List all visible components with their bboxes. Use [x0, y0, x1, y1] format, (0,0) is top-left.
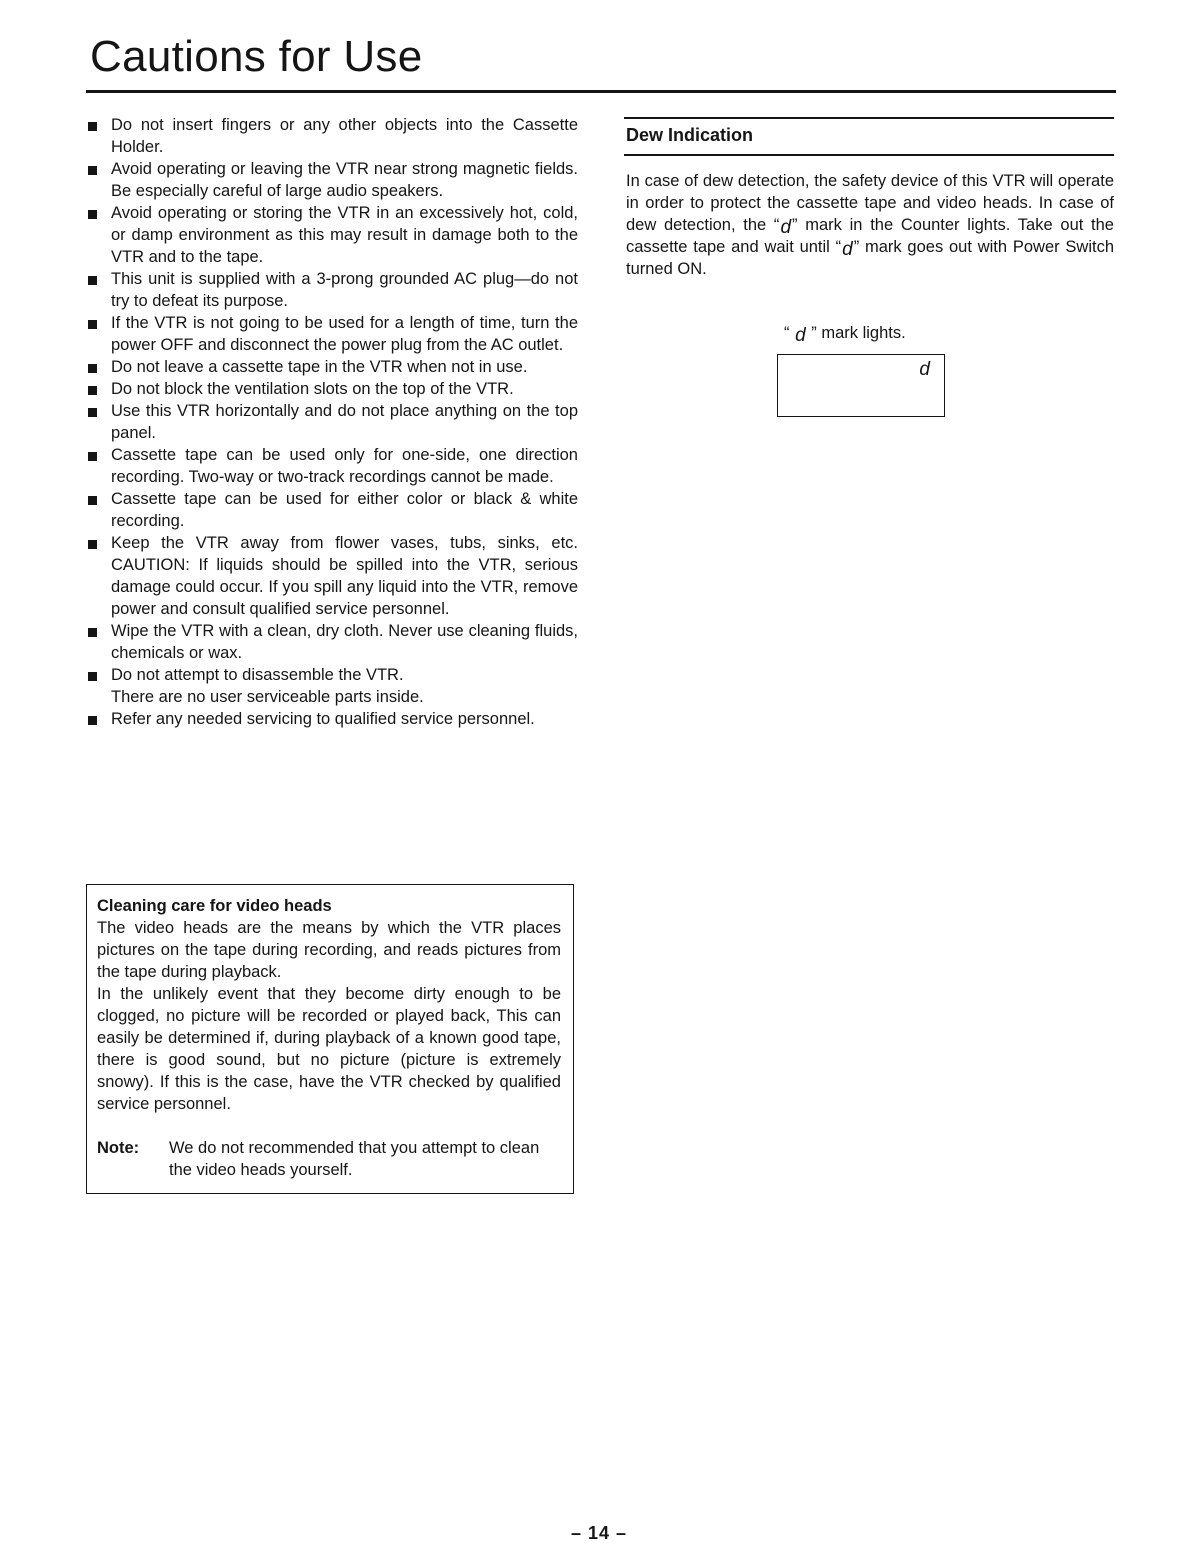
caution-item [86, 202, 578, 268]
dew-text: ” mark goes out with Power Switch turned ON. [626, 238, 1114, 278]
caution-text: Do not leave a cassette tape in the VTR when not in use. [111, 358, 528, 376]
caution-text: Keep the VTR away from flower vases, tubs, sinks, etc. CAUTION: If liquids should be spilled into the VTR, serious damage could occur. If you spill any liquid into the VTR, remove power and consult qualified service personnel. [111, 534, 578, 618]
caution-item [86, 312, 578, 356]
dew-mark-icon: d [842, 239, 853, 260]
caution-item [86, 532, 578, 620]
cleaning-title: Cleaning care for video heads [97, 897, 332, 915]
caution-text: Avoid operating or storing the VTR in an excessively hot, cold, or damp environment as this may result in damage both to the VTR and to the tape. [111, 204, 578, 266]
caution-item [86, 664, 578, 708]
counter-dew-mark-icon: d [919, 359, 930, 380]
caution-text: This unit is supplied with a 3-prong grounded AC plug—do not try to defeat its purpose. [111, 270, 578, 310]
dew-text: ” mark in the Counter lights. Take out the cassette tape and wait until “ [626, 216, 1114, 256]
caution-item [86, 356, 578, 378]
dew-caption-open: “ [784, 324, 790, 342]
caution-text: Refer any needed servicing to qualified service personnel. [111, 710, 535, 728]
caution-item [86, 400, 578, 444]
title-rule [86, 90, 1116, 93]
dew-mark-icon: d [795, 325, 806, 346]
caution-item [86, 268, 578, 312]
note [97, 1137, 561, 1181]
note-label: Note: [97, 1139, 140, 1157]
caution-item [86, 708, 578, 730]
caution-text: Use this VTR horizontally and do not place anything on the top panel. [111, 402, 578, 442]
counter-display [777, 354, 945, 417]
caution-item [86, 114, 578, 158]
dew-title: Dew Indication [626, 125, 754, 145]
caution-text: Wipe the VTR with a clean, dry cloth. Never use cleaning fluids, chemicals or wax. [111, 622, 578, 662]
dew-rule-bottom [624, 154, 1114, 156]
cautions-list [86, 114, 578, 730]
caution-text: If the VTR is not going to be used for a length of time, turn the power OFF and disconnect the power plug from the AC outlet. [111, 314, 578, 354]
caution-text: Cassette tape can be used for either color or black & white recording. [111, 490, 578, 530]
caution-text: Avoid operating or leaving the VTR near strong magnetic fields. Be especially careful of large audio speakers. [111, 160, 578, 200]
note-text: We do not recommended that you attempt to clean the video heads yourself. [169, 1139, 540, 1179]
caution-item [86, 444, 578, 488]
dew-mark-icon: d [780, 217, 792, 238]
caution-item [86, 378, 578, 400]
caution-text: Do not block the ventilation slots on the top of the VTR. [111, 380, 514, 398]
dew-caption [784, 322, 906, 344]
caution-item [86, 620, 578, 664]
cleaning-paragraph: In the unlikely event that they become dirty enough to be clogged, no picture will be recorded or played back, This can easily be determined if, during playback of a known good tape, there is good sound, but no picture (picture is extremely snowy). If this is the case, have the VTR checked by qualified service personnel. [97, 985, 561, 1113]
dew-caption-text: ” mark lights. [811, 324, 906, 342]
dew-rule-top [624, 117, 1114, 119]
caution-text: Do not attempt to disassemble the VTR. [111, 666, 404, 684]
cleaning-paragraph: The video heads are the means by which the VTR places pictures on the tape during recording, and reads pictures from the tape during playback. [97, 919, 561, 981]
page-number: – 14 – [570, 1523, 628, 1543]
dew-description [626, 170, 1114, 280]
caution-subtext: There are no user serviceable parts inside. [111, 688, 424, 706]
caution-item [86, 158, 578, 202]
caution-item [86, 488, 578, 532]
cleaning-care-box [86, 884, 574, 1194]
cautions-column [86, 114, 578, 730]
dew-text: In case of dew detection, the safety device of this VTR will operate in order to protect the cassette tape and video heads. In case of dew detection, the “ [626, 172, 1114, 234]
page-title: Cautions for Use [90, 32, 423, 81]
caution-text: Cassette tape can be used only for one-side, one direction recording. Two-way or two-track recordings cannot be made. [111, 446, 578, 486]
caution-text: Do not insert fingers or any other objects into the Cassette Holder. [111, 116, 578, 156]
